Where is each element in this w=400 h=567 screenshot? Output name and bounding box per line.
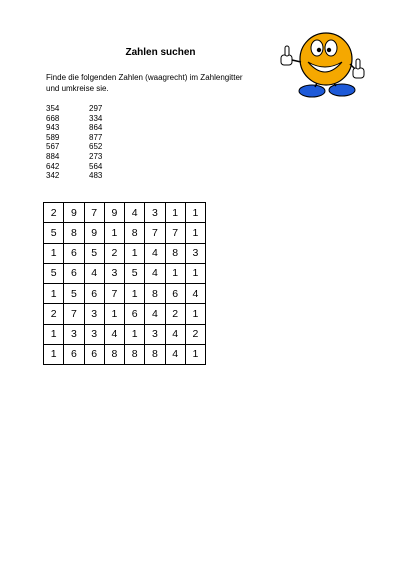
grid-cell[interactable]: 4 — [165, 344, 185, 364]
grid-cell[interactable]: 8 — [125, 344, 145, 364]
grid-cell[interactable]: 4 — [145, 263, 165, 283]
grid-cell[interactable]: 6 — [64, 344, 84, 364]
search-number: 943 — [46, 123, 60, 133]
grid-cell[interactable]: 1 — [165, 203, 185, 223]
grid-cell[interactable]: 5 — [125, 263, 145, 283]
grid-cell[interactable]: 2 — [185, 324, 205, 344]
grid-cell[interactable]: 8 — [145, 344, 165, 364]
grid-cell[interactable]: 9 — [64, 203, 84, 223]
grid-cell[interactable]: 7 — [145, 223, 165, 243]
grid-row — [44, 243, 206, 263]
search-number: 564 — [89, 161, 103, 171]
search-number: 342 — [46, 171, 60, 181]
search-number: 334 — [89, 113, 103, 123]
grid-cell[interactable]: 1 — [185, 223, 205, 243]
search-number: 884 — [46, 151, 60, 161]
grid-cell[interactable]: 4 — [84, 263, 104, 283]
grid-row — [44, 263, 206, 283]
grid-cell[interactable]: 8 — [145, 284, 165, 304]
grid-cell[interactable]: 3 — [84, 324, 104, 344]
right-shoe — [329, 84, 355, 96]
grid-cell[interactable]: 7 — [64, 304, 84, 324]
grid-row — [44, 304, 206, 324]
grid-cell[interactable]: 1 — [44, 344, 64, 364]
grid-cell[interactable]: 6 — [84, 344, 104, 364]
grid-cell[interactable]: 1 — [125, 324, 145, 344]
grid-cell[interactable]: 3 — [84, 304, 104, 324]
number-grid — [43, 202, 206, 365]
grid-cell[interactable]: 8 — [104, 344, 124, 364]
grid-cell[interactable]: 3 — [104, 263, 124, 283]
grid-cell[interactable]: 1 — [44, 284, 64, 304]
grid-cell[interactable]: 4 — [185, 284, 205, 304]
grid-cell[interactable]: 3 — [185, 243, 205, 263]
grid-cell[interactable]: 9 — [84, 223, 104, 243]
smiley-face — [300, 33, 352, 85]
grid-cell[interactable]: 1 — [104, 304, 124, 324]
grid-row — [44, 223, 206, 243]
search-number: 864 — [89, 123, 103, 133]
grid-cell[interactable]: 7 — [84, 203, 104, 223]
grid-cell[interactable]: 4 — [145, 243, 165, 263]
thumbs-up-smiley-icon — [270, 26, 370, 106]
grid-cell[interactable]: 9 — [104, 203, 124, 223]
search-number: 877 — [89, 132, 103, 142]
search-number: 483 — [89, 171, 103, 181]
grid-cell[interactable]: 6 — [64, 263, 84, 283]
grid-cell[interactable]: 1 — [44, 324, 64, 344]
search-number: 652 — [89, 142, 103, 152]
search-number: 354 — [46, 104, 60, 113]
grid-cell[interactable]: 5 — [44, 223, 64, 243]
grid-cell[interactable]: 8 — [64, 223, 84, 243]
grid-cell[interactable]: 1 — [185, 203, 205, 223]
grid-cell[interactable]: 4 — [165, 324, 185, 344]
grid-row — [44, 344, 206, 364]
grid-cell[interactable]: 1 — [165, 263, 185, 283]
search-number: 589 — [46, 132, 60, 142]
grid-cell[interactable]: 5 — [64, 284, 84, 304]
grid-cell[interactable]: 6 — [64, 243, 84, 263]
left-shoe — [299, 85, 325, 97]
instructions-text: Finde die folgenden Zahlen (waagrecht) im Zahlengitter und umkreise sie. — [46, 73, 243, 93]
grid-cell[interactable]: 4 — [125, 203, 145, 223]
grid-cell[interactable]: 2 — [44, 203, 64, 223]
search-number: 642 — [46, 161, 60, 171]
grid-cell[interactable]: 8 — [165, 243, 185, 263]
grid-cell[interactable]: 1 — [185, 263, 205, 283]
search-number: 567 — [46, 142, 60, 152]
grid-cell[interactable]: 4 — [145, 304, 165, 324]
grid-cell[interactable]: 4 — [104, 324, 124, 344]
grid-cell[interactable]: 3 — [145, 324, 165, 344]
grid-cell[interactable]: 6 — [125, 304, 145, 324]
grid-cell[interactable]: 7 — [104, 284, 124, 304]
grid-row — [44, 284, 206, 304]
grid-row — [44, 203, 206, 223]
right-thumb-hand — [353, 68, 364, 78]
page-title: Zahlen suchen — [125, 47, 196, 58]
grid-cell[interactable]: 2 — [165, 304, 185, 324]
grid-cell[interactable]: 6 — [84, 284, 104, 304]
grid-cell[interactable]: 1 — [104, 223, 124, 243]
grid-cell[interactable]: 1 — [185, 304, 205, 324]
grid-cell[interactable]: 1 — [125, 243, 145, 263]
grid-cell[interactable]: 8 — [125, 223, 145, 243]
grid-cell[interactable]: 5 — [84, 243, 104, 263]
grid-cell[interactable]: 3 — [64, 324, 84, 344]
grid-cell[interactable]: 1 — [185, 344, 205, 364]
search-number: 668 — [46, 113, 60, 123]
search-number: 297 — [89, 104, 103, 113]
left-thumb-hand — [281, 55, 292, 65]
grid-cell[interactable]: 2 — [104, 243, 124, 263]
search-number: 273 — [89, 151, 103, 161]
grid-row — [44, 324, 206, 344]
grid-cell[interactable]: 7 — [165, 223, 185, 243]
grid-cell[interactable]: 1 — [44, 243, 64, 263]
number-list — [46, 104, 119, 181]
grid-cell[interactable]: 3 — [145, 203, 165, 223]
grid-cell[interactable]: 2 — [44, 304, 64, 324]
grid-cell[interactable]: 5 — [44, 263, 64, 283]
grid-cell[interactable]: 1 — [125, 284, 145, 304]
grid-cell[interactable]: 6 — [165, 284, 185, 304]
